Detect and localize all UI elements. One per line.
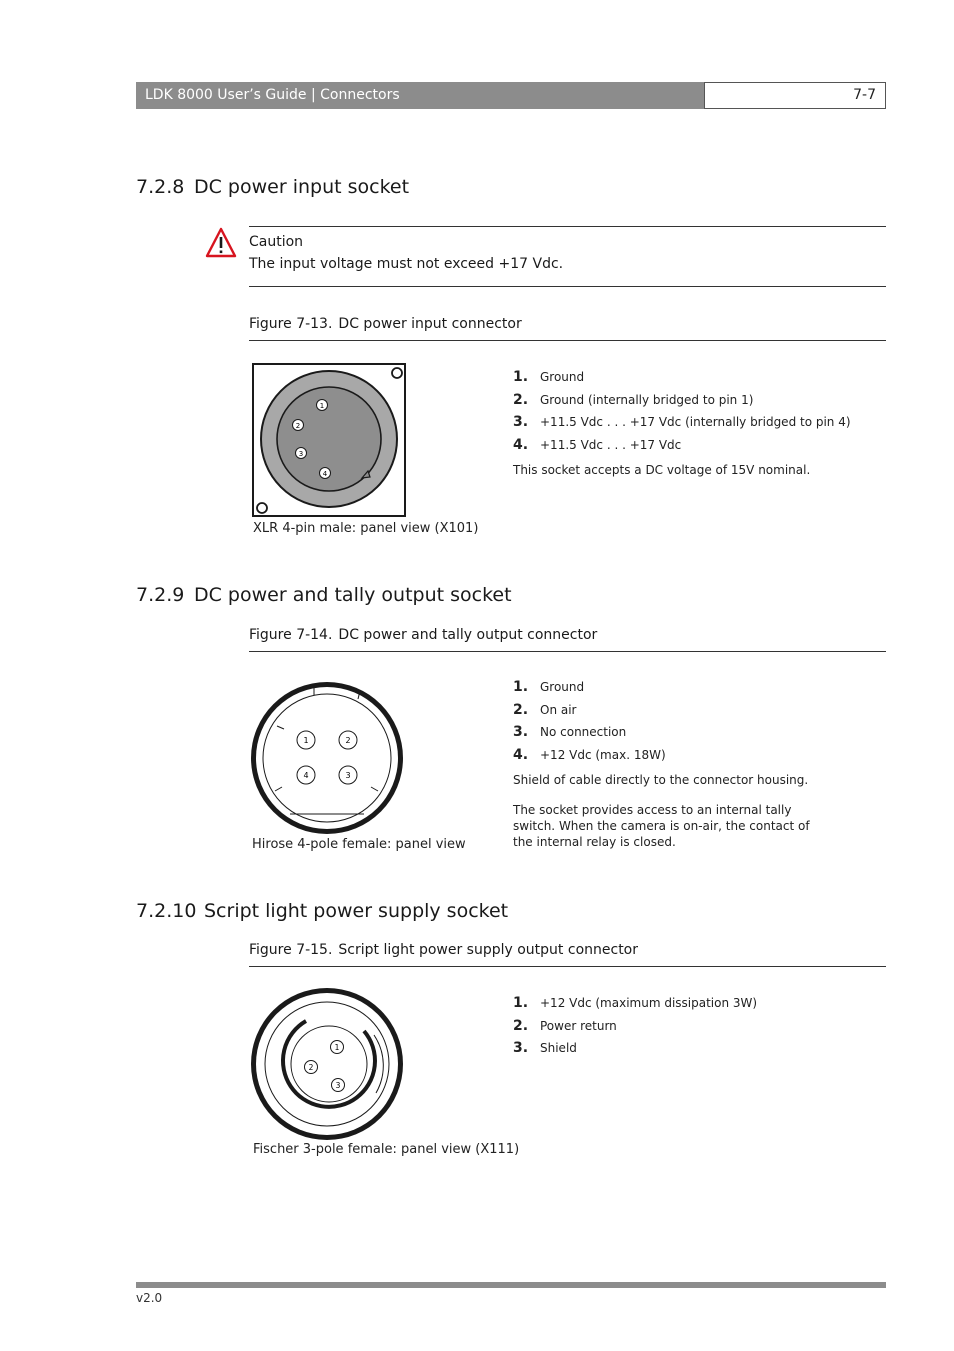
figure-caption: DC power and tally output connector [338,627,598,643]
list-item: 4. +12 Vdc (max. 18W) [513,746,666,763]
svg-text:3: 3 [345,771,351,780]
caution-top-rule [249,226,886,227]
list-item: 3. No connection [513,724,627,741]
list-item: 3. Shield [513,1040,577,1057]
fischer-connector-label: Fischer 3-pole female: panel view (X111) [253,1142,520,1157]
section-title: DC power and tally output socket [194,584,512,606]
caution-title: Caution [249,234,304,250]
hirose-shield-note: Shield of cable directly to the connector housing. [513,773,809,787]
xlr-note: This socket accepts a DC voltage of 15V nominal. [513,463,811,477]
caution-text: The input voltage must not exceed +17 Vdc. [249,256,564,272]
xlr-connector-label: XLR 4-pin male: panel view (X101) [253,521,479,536]
xlr-pin-4 [320,468,331,479]
list-item: 1. Ground [513,369,585,386]
list-item: 2. Ground (internally bridged to pin 1) [513,391,754,408]
xlr-4pin-connector-diagram [250,361,410,521]
hirose-4pole-connector-diagram [250,681,408,839]
list-item: 4. +11.5 Vdc . . . +17 Vdc [513,436,682,453]
list-item: 1. Ground [513,679,585,696]
figure-number: Figure 7-14. [249,627,333,643]
section-7-2-9-heading [136,584,512,606]
fischer-pin-1 [331,1041,344,1054]
figure-7-15-rule [249,966,886,967]
figure-7-14-caption [249,627,597,643]
hirose-pin-4 [297,766,315,784]
section-number: 7.2.10 [136,900,197,922]
xlr-pin-3 [296,448,307,459]
xlr-pin-list [513,366,851,456]
section-number: 7.2.8 [136,176,185,198]
section-7-2-10-heading [136,900,508,922]
figure-7-14-rule [249,651,886,652]
figure-number: Figure 7-15. [249,942,333,958]
caution-bottom-rule [249,286,886,287]
fischer-pin-3 [332,1079,345,1092]
figure-7-15-caption [249,942,638,958]
section-7-2-8-heading [136,176,409,198]
svg-text:1: 1 [303,736,309,745]
list-item: 2. On air [513,701,577,718]
svg-text:2: 2 [308,1063,314,1072]
svg-text:3: 3 [298,450,304,458]
hirose-connector-label: Hirose 4-pole female: panel view [252,837,466,852]
fischer-pin-2 [305,1061,318,1074]
hirose-pin-1 [297,731,315,749]
footer-bar [136,1282,886,1288]
hirose-pin-2 [339,731,357,749]
figure-caption: DC power input connector [338,316,522,332]
hirose-tally-note: The socket provides access to an internal tally switch. When the camera is on-air, the contact of the internal relay is closed. [513,803,810,849]
svg-text:3: 3 [335,1081,341,1090]
svg-text:4: 4 [303,771,309,780]
svg-text:1: 1 [334,1043,340,1052]
hirose-pin-list [513,676,666,766]
figure-number: Figure 7-13. [249,316,333,332]
figure-7-13-rule [249,340,886,341]
svg-text:2: 2 [345,736,351,745]
svg-text:4: 4 [322,470,328,478]
svg-text:1: 1 [319,402,325,410]
list-item: 2. Power return [513,1017,617,1034]
svg-text:2: 2 [295,422,301,430]
fischer-pin-list [513,992,757,1060]
section-number: 7.2.9 [136,584,185,606]
caution-triangle-icon [204,226,238,260]
xlr-pin-1 [317,400,328,411]
figure-7-13-caption [249,316,522,332]
list-item: 1. +12 Vdc (maximum dissipation 3W) [513,995,758,1012]
fischer-3pole-connector-diagram [250,987,408,1145]
section-title: Script light power supply socket [204,900,509,922]
list-item: 3. +11.5 Vdc . . . +17 Vdc (internally bridged to pin 4) [513,414,851,431]
hirose-pin-3 [339,766,357,784]
xlr-pin-2 [293,420,304,431]
section-title: DC power input socket [194,176,410,198]
figure-caption: Script light power supply output connector [338,942,638,958]
page-number: 7-7 [704,82,886,109]
header-title: LDK 8000 User’s Guide | Connectors [136,82,704,109]
footer-version: v2.0 [136,1291,163,1305]
